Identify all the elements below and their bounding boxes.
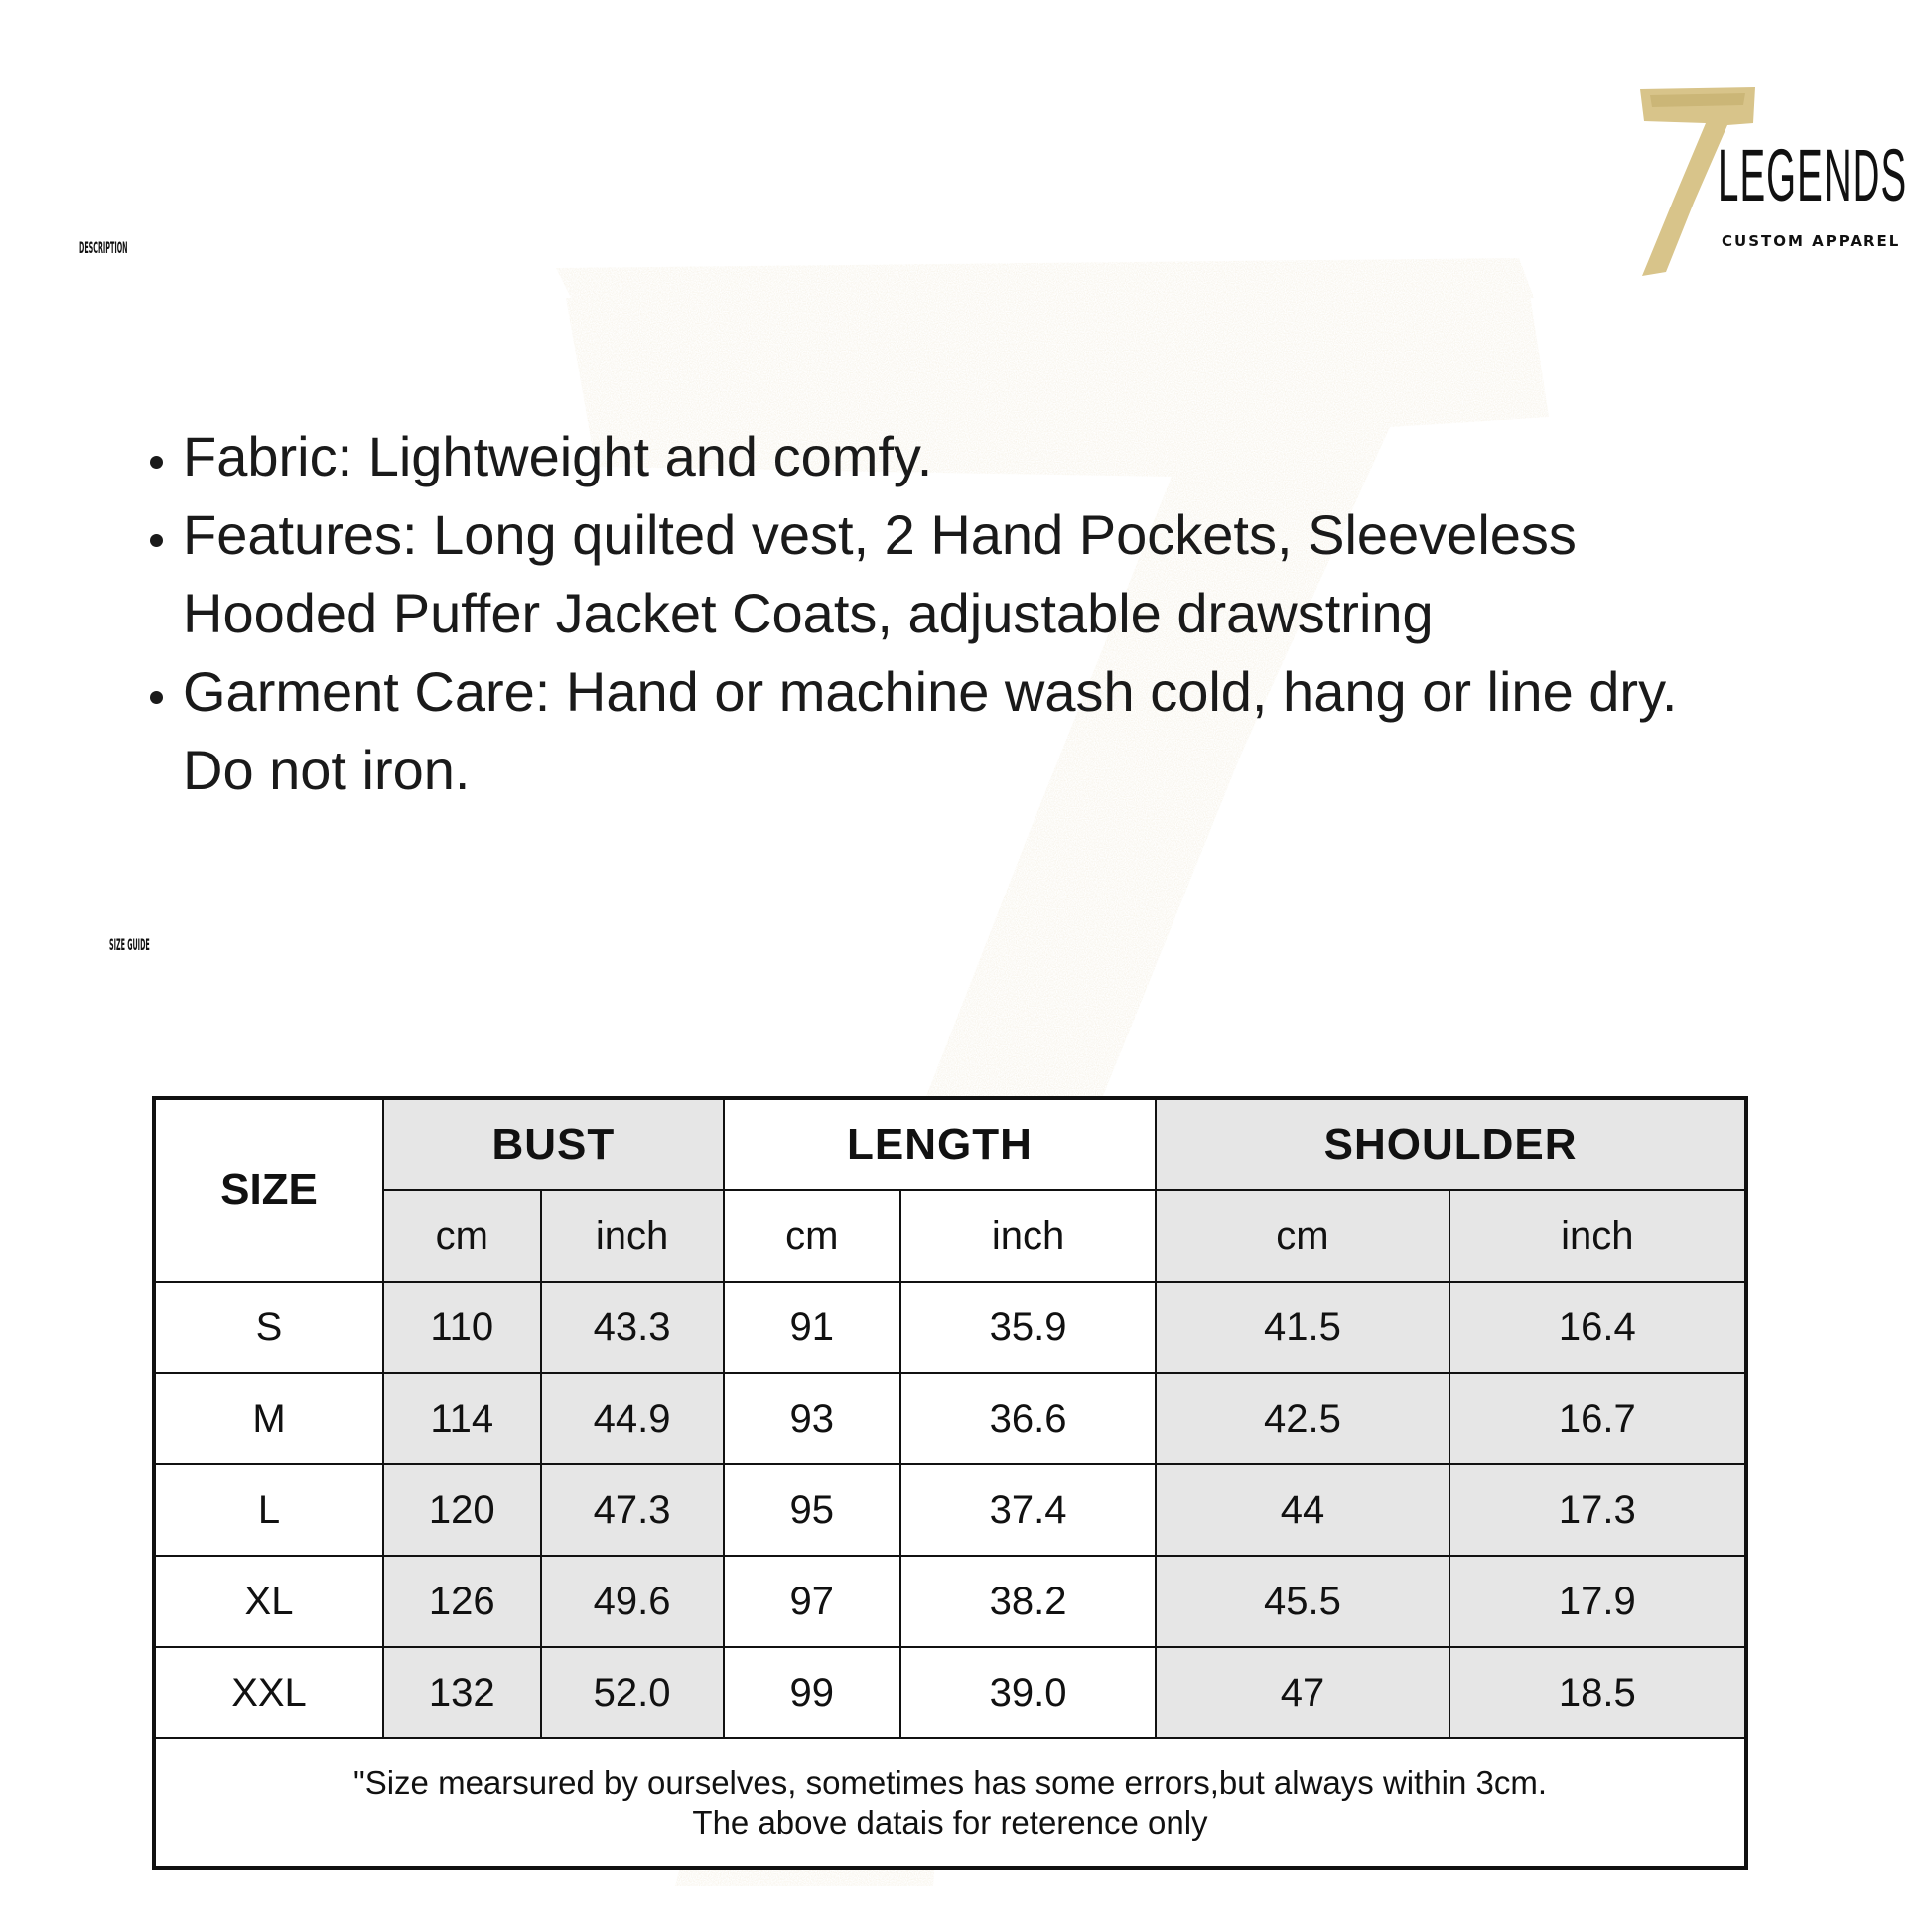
size-guide-heading: SIZE GUIDE (109, 935, 150, 954)
measurement-cell: 42.5 (1156, 1373, 1449, 1464)
note-line: The above datais for reterence only (692, 1804, 1208, 1841)
table-note-row (154, 1738, 1746, 1868)
table-row (154, 1282, 1746, 1373)
measurement-cell: 36.6 (900, 1373, 1156, 1464)
size-column-header: SIZE (154, 1098, 383, 1282)
list-item: • Garment Care: Hand or machine wash cold, hang or line dry. Do not iron. (183, 652, 1692, 809)
table-row (154, 1373, 1746, 1464)
unit-header: inch (541, 1190, 724, 1282)
measurement-note (154, 1738, 1746, 1868)
table-unit-row (154, 1190, 1746, 1282)
size-cell: S (154, 1282, 383, 1373)
measurement-cell: 52.0 (541, 1647, 724, 1738)
measurement-cell: 44.9 (541, 1373, 724, 1464)
measurement-cell: 17.3 (1449, 1464, 1746, 1556)
brand-logo (1636, 83, 1914, 282)
length-group-header: LENGTH (724, 1098, 1157, 1190)
measurement-cell: 110 (383, 1282, 541, 1373)
unit-header: inch (900, 1190, 1156, 1282)
unit-header: inch (1449, 1190, 1746, 1282)
measurement-cell: 114 (383, 1373, 541, 1464)
measurement-cell: 41.5 (1156, 1282, 1449, 1373)
table-row (154, 1464, 1746, 1556)
measurement-cell: 17.9 (1449, 1556, 1746, 1647)
unit-header: cm (724, 1190, 900, 1282)
bust-group-header: BUST (383, 1098, 724, 1190)
measurement-cell: 126 (383, 1556, 541, 1647)
table-row (154, 1556, 1746, 1647)
measurement-cell: 16.4 (1449, 1282, 1746, 1373)
measurement-cell: 35.9 (900, 1282, 1156, 1373)
measurement-cell: 93 (724, 1373, 900, 1464)
table-row (154, 1647, 1746, 1738)
size-cell: XXL (154, 1647, 383, 1738)
measurement-cell: 132 (383, 1647, 541, 1738)
measurement-cell: 47.3 (541, 1464, 724, 1556)
measurement-cell: 16.7 (1449, 1373, 1746, 1464)
measurement-cell: 18.5 (1449, 1647, 1746, 1738)
measurement-cell: 91 (724, 1282, 900, 1373)
measurement-cell: 97 (724, 1556, 900, 1647)
description-heading: DESCRIPTION (79, 238, 128, 257)
size-cell: XL (154, 1556, 383, 1647)
list-item: • Fabric: Lightweight and comfy. (183, 417, 1692, 495)
shoulder-group-header: SHOULDER (1156, 1098, 1746, 1190)
measurement-cell: 95 (724, 1464, 900, 1556)
size-cell: M (154, 1373, 383, 1464)
measurement-cell: 39.0 (900, 1647, 1156, 1738)
table-header-row (154, 1098, 1746, 1190)
size-chart (152, 1096, 1748, 1870)
description-list (129, 417, 1692, 809)
unit-header: cm (383, 1190, 541, 1282)
logo-tagline: CUSTOM APPAREL (1722, 232, 1901, 250)
measurement-cell: 47 (1156, 1647, 1449, 1738)
size-cell: L (154, 1464, 383, 1556)
table-body (154, 1282, 1746, 1738)
measurement-cell: 49.6 (541, 1556, 724, 1647)
measurement-cell: 43.3 (541, 1282, 724, 1373)
logo-wordmark: LEGENDS (1718, 134, 1908, 216)
measurement-cell: 37.4 (900, 1464, 1156, 1556)
size-table (152, 1096, 1748, 1870)
measurement-cell: 38.2 (900, 1556, 1156, 1647)
measurement-cell: 45.5 (1156, 1556, 1449, 1647)
measurement-cell: 99 (724, 1647, 900, 1738)
unit-header: cm (1156, 1190, 1449, 1282)
measurement-cell: 120 (383, 1464, 541, 1556)
note-line: "Size mearsured by ourselves, sometimes has some errors,but always within 3cm. (353, 1764, 1547, 1801)
list-item: • Features: Long quilted vest, 2 Hand Pockets, Sleeveless Hooded Puffer Jacket Coats, adjustable drawstring (183, 495, 1692, 652)
measurement-cell: 44 (1156, 1464, 1449, 1556)
